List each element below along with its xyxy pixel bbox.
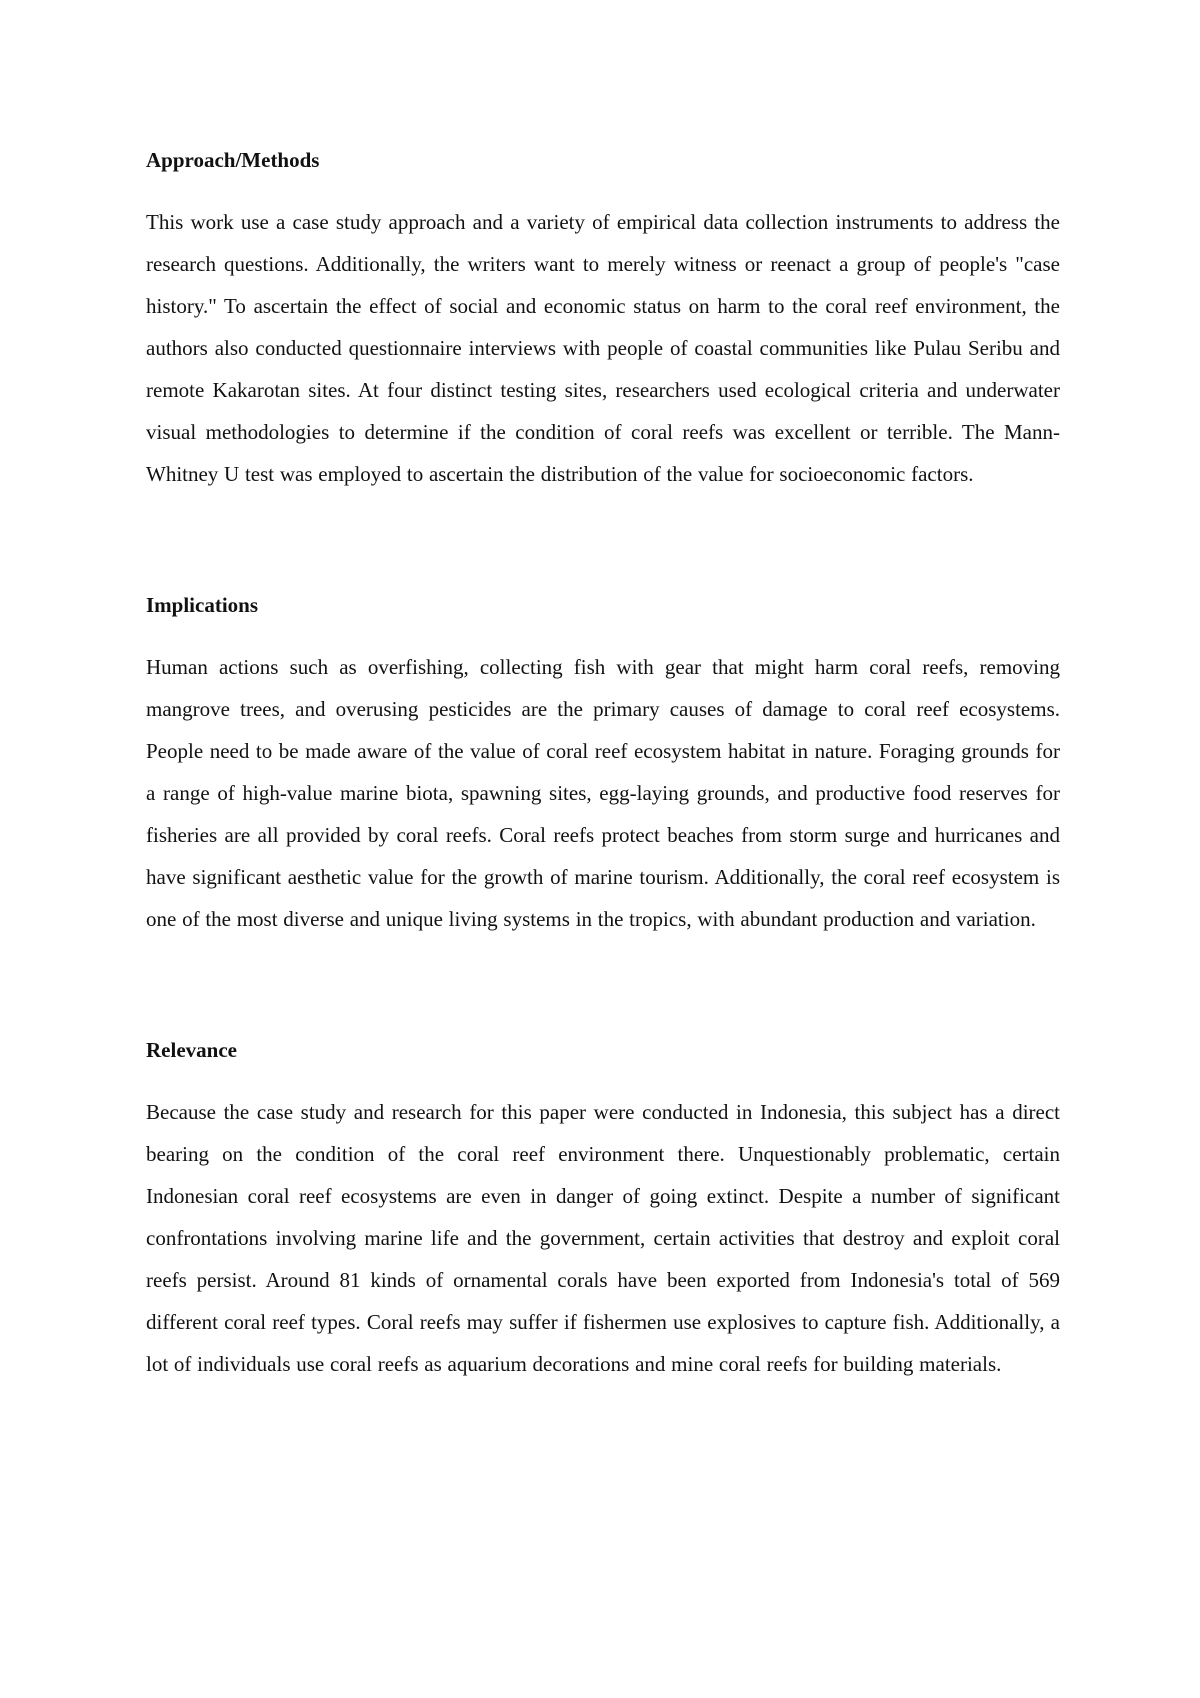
section-heading: Implications [146,593,259,617]
section-relevance [146,1018,1060,1385]
section-body: Human actions such as overfishing, collecting fish with gear that might harm coral reefs, removing mangrove trees, and overusing pesticides are the primary causes of damage to coral reef ecosystems. People need to be made aware of the value of coral reef ecosystem habitat in nature. Foraging grounds for a range of high-value marine biota, spawning sites, egg-laying grounds, and productive food reserves for fisheries are all provided by coral reefs. Coral reefs protect beaches from storm surge and hurricanes and have significant aesthetic value for the growth of marine tourism. Additionally, the coral reef ecosystem is one of the most diverse and unique living systems in the tropics, with abundant production and variation. [146,655,1060,931]
section-approach-methods [146,128,1060,495]
document-page [146,128,1060,1385]
section-body: Because the case study and research for this paper were conducted in Indonesia, this subject has a direct bearing on the condition of the coral reef environment there. Unquestionably problematic, certain Indonesian coral reef ecosystems are even in danger of going extinct. Despite a number of significant confrontations involving marine life and the government, certain activities that destroy and exploit coral reefs persist. Around 81 kinds of ornamental corals have been exported from Indonesia's total of 569 different coral reef types. Coral reefs may suffer if fishermen use explosives to capture fish. Additionally, a lot of individuals use coral reefs as aquarium decorations and mine coral reefs for building materials. [146,1100,1060,1376]
section-heading: Relevance [146,1038,237,1062]
section-implications [146,573,1060,940]
section-body: This work use a case study approach and a variety of empirical data collection instruments to address the research questions. Additionally, the writers want to merely witness or reenact a group of people's "case history." To ascertain the effect of social and economic status on harm to the coral reef environment, the authors also conducted questionnaire interviews with people of coastal communities like Pulau Seribu and remote Kakarotan sites. At four distinct testing sites, researchers used ecological criteria and underwater visual methodologies to determine if the condition of coral reefs was excellent or terrible. The Mann-Whitney U test was employed to ascertain the distribution of the value for socioeconomic factors. [146,210,1060,486]
section-heading: Approach/Methods [146,148,320,172]
